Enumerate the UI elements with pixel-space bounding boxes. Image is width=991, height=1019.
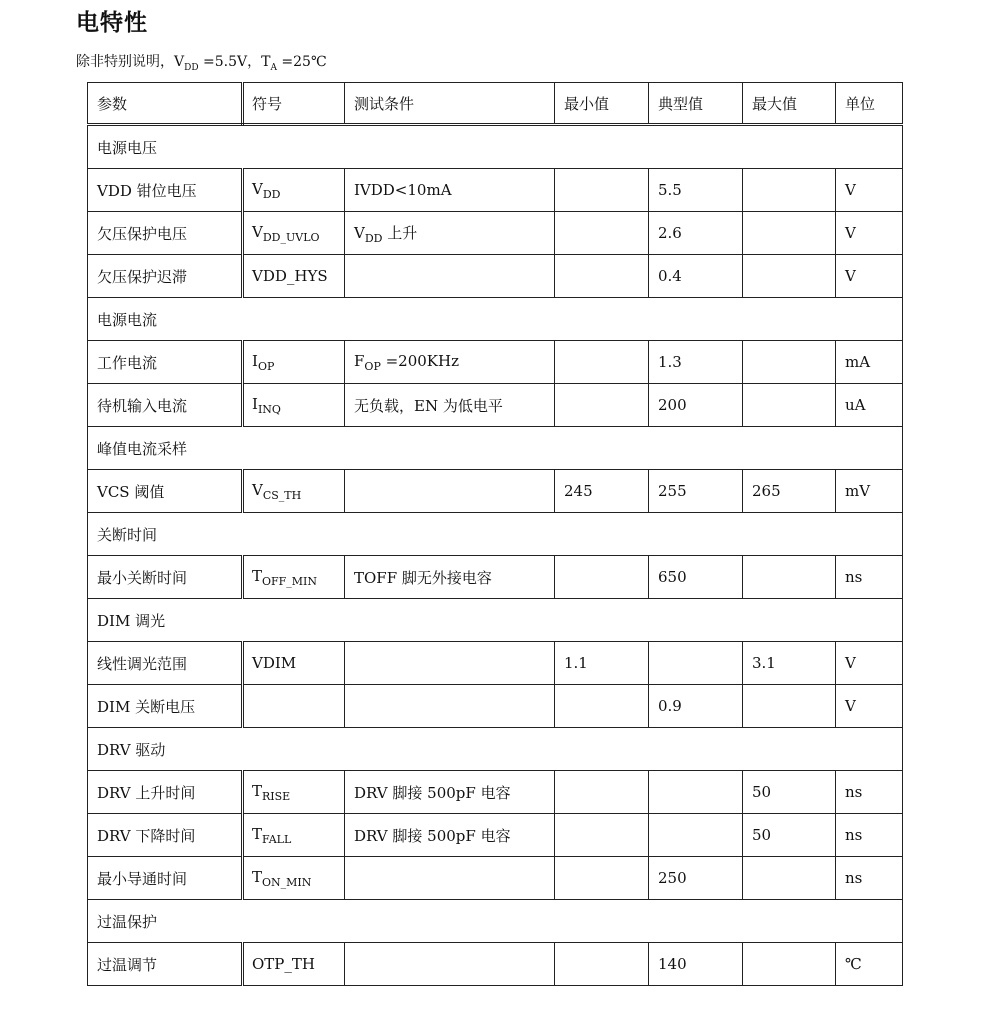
section-row — [88, 427, 903, 470]
header-cell: 测试条件 — [345, 83, 555, 125]
unit-cell: ns — [836, 556, 903, 599]
max-cell: 50 — [743, 814, 836, 857]
header-cell: 参数 — [88, 83, 243, 125]
conditions-note: 除非特别说明，$V_{DD} =5.5V$，$T_A$ =25℃ — [76, 54, 327, 73]
max-cell: 265 — [743, 470, 836, 513]
condition-cell — [345, 685, 555, 728]
unit-cell: mV — [836, 470, 903, 513]
max-cell — [743, 212, 836, 255]
param-cell: DRV 上升时间 — [88, 771, 243, 814]
min-cell — [555, 169, 649, 212]
symbol-cell — [243, 685, 345, 728]
header-cell: 典型值 — [649, 83, 743, 125]
table-row — [88, 470, 903, 513]
unit-cell: V — [836, 255, 903, 298]
unit-cell: ns — [836, 814, 903, 857]
section-title: 过温保护 — [88, 900, 903, 943]
min-cell — [555, 771, 649, 814]
section-row — [88, 900, 903, 943]
symbol-cell: $I_{INQ}$ — [243, 384, 345, 427]
min-cell: 245 — [555, 470, 649, 513]
max-cell — [743, 943, 836, 986]
section-title: DRV 驱动 — [88, 728, 903, 771]
condition-cell — [345, 470, 555, 513]
min-cell — [555, 943, 649, 986]
param-cell: 过温调节 — [88, 943, 243, 986]
condition-cell — [345, 255, 555, 298]
typ-cell — [649, 642, 743, 685]
min-cell — [555, 556, 649, 599]
typ-cell: 200 — [649, 384, 743, 427]
min-cell — [555, 857, 649, 900]
param-cell: 最小关断时间 — [88, 556, 243, 599]
condition-cell: 无负载，EN 为低电平 — [345, 384, 555, 427]
typ-cell: 140 — [649, 943, 743, 986]
condition-cell: IVDD<10mA — [345, 169, 555, 212]
param-cell: DIM 关断电压 — [88, 685, 243, 728]
table-row — [88, 771, 903, 814]
condition-cell: $V_{DD}$ 上升 — [345, 212, 555, 255]
param-cell: 待机输入电流 — [88, 384, 243, 427]
symbol-cell: $V_{CS\_TH}$ — [243, 470, 345, 513]
param-cell: VDD 钳位电压 — [88, 169, 243, 212]
typ-cell: 5.5 — [649, 169, 743, 212]
typ-cell: 255 — [649, 470, 743, 513]
symbol-cell: $T_{FALL}$ — [243, 814, 345, 857]
condition-cell — [345, 857, 555, 900]
table-row — [88, 212, 903, 255]
symbol-cell: VDD_HYS — [243, 255, 345, 298]
symbol-cell: VDIM — [243, 642, 345, 685]
typ-cell: 0.9 — [649, 685, 743, 728]
min-cell — [555, 341, 649, 384]
symbol-cell: OTP_TH — [243, 943, 345, 986]
max-cell: 3.1 — [743, 642, 836, 685]
max-cell — [743, 341, 836, 384]
param-cell: 工作电流 — [88, 341, 243, 384]
typ-cell: 2.6 — [649, 212, 743, 255]
min-cell — [555, 685, 649, 728]
symbol-cell: $T_{OFF\_MIN}$ — [243, 556, 345, 599]
min-cell — [555, 814, 649, 857]
table-row — [88, 943, 903, 986]
unit-cell: ns — [836, 857, 903, 900]
table-row — [88, 255, 903, 298]
unit-cell: mA — [836, 341, 903, 384]
unit-cell: ns — [836, 771, 903, 814]
symbol-cell: $V_{DD}$ — [243, 169, 345, 212]
header-cell: 符号 — [243, 83, 345, 125]
section-title: DIM 调光 — [88, 599, 903, 642]
condition-cell — [345, 642, 555, 685]
min-cell: 1.1 — [555, 642, 649, 685]
symbol-cell: $V_{DD\_UVLO}$ — [243, 212, 345, 255]
table-row — [88, 685, 903, 728]
param-cell: 欠压保护迟滞 — [88, 255, 243, 298]
table-row — [88, 384, 903, 427]
typ-cell: 1.3 — [649, 341, 743, 384]
unit-cell: V — [836, 212, 903, 255]
max-cell — [743, 255, 836, 298]
header-cell: 最大值 — [743, 83, 836, 125]
unit-cell: V — [836, 685, 903, 728]
typ-cell: 250 — [649, 857, 743, 900]
unit-cell: ℃ — [836, 943, 903, 986]
typ-cell — [649, 771, 743, 814]
symbol-cell: $I_{OP}$ — [243, 341, 345, 384]
param-cell: 线性调光范围 — [88, 642, 243, 685]
param-cell: VCS 阈值 — [88, 470, 243, 513]
condition-cell: $F_{OP} =200KHz$ — [345, 341, 555, 384]
typ-cell: 0.4 — [649, 255, 743, 298]
unit-cell: V — [836, 642, 903, 685]
condition-cell: DRV 脚接 500pF 电容 — [345, 814, 555, 857]
table-row — [88, 857, 903, 900]
unit-cell: uA — [836, 384, 903, 427]
max-cell — [743, 384, 836, 427]
table-row — [88, 556, 903, 599]
param-cell: 最小导通时间 — [88, 857, 243, 900]
section-title: 关断时间 — [88, 513, 903, 556]
section-title: 电源电流 — [88, 298, 903, 341]
symbol-cell: $T_{RISE}$ — [243, 771, 345, 814]
page-title: 电特性 — [76, 10, 148, 36]
typ-cell — [649, 814, 743, 857]
section-row — [88, 298, 903, 341]
max-cell — [743, 857, 836, 900]
section-row — [88, 599, 903, 642]
table-header-row — [88, 83, 903, 125]
table-row — [88, 642, 903, 685]
unit-cell: V — [836, 169, 903, 212]
condition-cell: DRV 脚接 500pF 电容 — [345, 771, 555, 814]
min-cell — [555, 384, 649, 427]
symbol-cell: $T_{ON\_MIN}$ — [243, 857, 345, 900]
table-row — [88, 814, 903, 857]
max-cell — [743, 685, 836, 728]
typ-cell: 650 — [649, 556, 743, 599]
condition-cell: TOFF 脚无外接电容 — [345, 556, 555, 599]
section-row — [88, 125, 903, 169]
param-cell: 欠压保护电压 — [88, 212, 243, 255]
section-row — [88, 728, 903, 771]
section-row — [88, 513, 903, 556]
header-cell: 单位 — [836, 83, 903, 125]
max-cell — [743, 556, 836, 599]
table-row — [88, 169, 903, 212]
min-cell — [555, 212, 649, 255]
table-row — [88, 341, 903, 384]
min-cell — [555, 255, 649, 298]
param-cell: DRV 下降时间 — [88, 814, 243, 857]
condition-cell — [345, 943, 555, 986]
section-title: 峰值电流采样 — [88, 427, 903, 470]
max-cell — [743, 169, 836, 212]
header-cell: 最小值 — [555, 83, 649, 125]
electrical-characteristics-table — [87, 82, 903, 986]
max-cell: 50 — [743, 771, 836, 814]
section-title: 电源电压 — [88, 125, 903, 169]
